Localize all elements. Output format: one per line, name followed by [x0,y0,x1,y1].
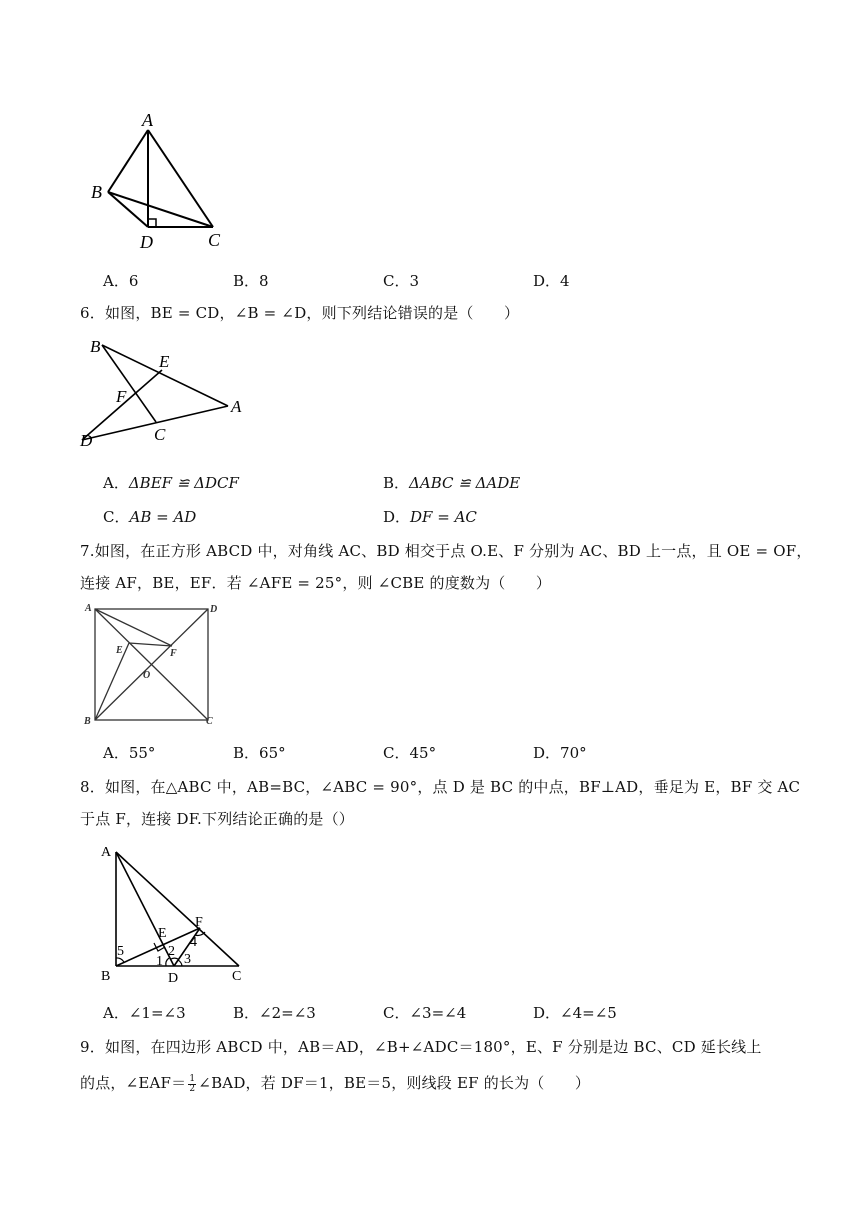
q8-option-d: D．∠4=∠5 [533,1004,617,1022]
q8-label-a: A [101,845,112,860]
q8-angle3-arc [178,960,182,966]
q6-option-d: D．DF = AC [383,508,477,526]
q8-angle-1-label: 1 [156,954,163,969]
q9-fraction-denominator: 2 [189,1083,196,1094]
q6-label-a: A [231,397,242,416]
q5-right-angle-mark [148,219,156,227]
q5-option-b: B．8 [233,272,269,290]
q6-option-c: C．AB = AD [103,508,197,526]
q5-label-b: B [91,182,102,202]
q6-stem: 6．如图，BE = CD，∠B = ∠D，则下列结论错误的是（ ） [80,304,520,322]
q7-stem-line1: 7.如图，在正方形 ABCD 中，对角线 AC、BD 相交于点 O.E、F 分别为 AC、BD 上一点，且 OE = OF， [80,542,812,560]
q8-segment-ad [116,852,174,966]
q7-option-a: A．55° [103,744,156,762]
q7-option-d: D．70° [533,744,587,762]
q8-label-b: B [101,969,111,984]
q5-triangle-figure [80,106,240,256]
q7-option-b: B．65° [233,744,286,762]
q5-segment-ab [108,130,148,192]
q9-stem-line2 [80,1072,590,1094]
q9-stem-part-b: ∠BAD，若 DF＝1，BE＝5，则线段 EF 的长为（ ） [198,1074,591,1092]
q8-option-c: C．∠3=∠4 [383,1004,467,1022]
q6-label-d: D [80,431,93,449]
q5-label-d: D [140,232,153,252]
q6-option-b: B．ΔABC ≌ ΔADE [383,474,521,492]
q7-label-e: E [116,645,123,656]
q8-label-c: C [232,969,242,984]
q7-label-c: C [206,716,213,727]
q8-angle-2-label: 2 [168,944,175,959]
q7-square-figure [82,600,222,730]
q5-option-a: A．6 [103,272,139,290]
q7-label-a: A [85,603,92,614]
q9-fraction-numerator: 1 [189,1073,196,1084]
q8-label-f: F [195,915,203,930]
q6-label-f: F [116,387,127,406]
q8-option-a: A．∠1=∠3 [103,1004,186,1022]
q6-figure [78,334,258,449]
q8-label-d: D [168,971,179,986]
q8-label-e: E [158,926,167,941]
q5-option-c: C．3 [383,272,420,290]
q8-triangle-figure [96,836,256,986]
q7-stem-line2: 连接 AF，BE，EF．若 ∠AFE = 25°，则 ∠CBE 的度数为（ ） [80,574,552,592]
q5-segment-ac [148,130,213,227]
q8-angle-3-label: 3 [184,952,191,967]
q9-stem-line1: 9．如图，在四边形 ABCD 中，AB＝AD，∠B+∠ADC＝180°，E、F 分别是边 BC、CD 延长线上 [80,1038,762,1056]
q5-label-c: C [208,230,221,250]
q6-option-a: A．ΔBEF ≌ ΔDCF [103,474,239,492]
q8-segment-ac [116,852,239,966]
q7-segment-be [95,643,129,720]
q6-segment-bc [102,345,156,422]
q7-segment-af [95,609,172,646]
q7-option-c: C．45° [383,744,437,762]
q8-angle-5-label: 5 [117,944,124,959]
q6-label-c: C [154,425,166,444]
q8-angle1-arc [166,958,169,966]
q8-stem-line2: 于点 F，连接 DF.下列结论正确的是（） [80,810,355,828]
q7-label-f: F [170,648,177,659]
q7-label-b: B [84,716,91,727]
q8-angle-4-label: 4 [190,935,197,950]
q5-segment-bd [108,192,148,227]
q7-label-d: D [210,604,218,615]
q9-fraction [188,1075,196,1094]
q6-label-e: E [159,352,170,371]
q5-label-a: A [142,110,153,130]
q5-option-d: D．4 [533,272,570,290]
q8-stem-line1: 8．如图，在△ABC 中，AB=BC，∠ABC = 90°，点 D 是 BC 的中点，BF⊥AD，垂足为 E，BF 交 AC [80,778,801,796]
q8-option-b: B．∠2=∠3 [233,1004,316,1022]
q9-stem-part-a: 的点，∠EAF＝ [80,1074,187,1092]
q5-segment-bc [108,192,213,227]
q6-label-b: B [90,337,101,356]
q7-label-o: O [143,670,151,681]
